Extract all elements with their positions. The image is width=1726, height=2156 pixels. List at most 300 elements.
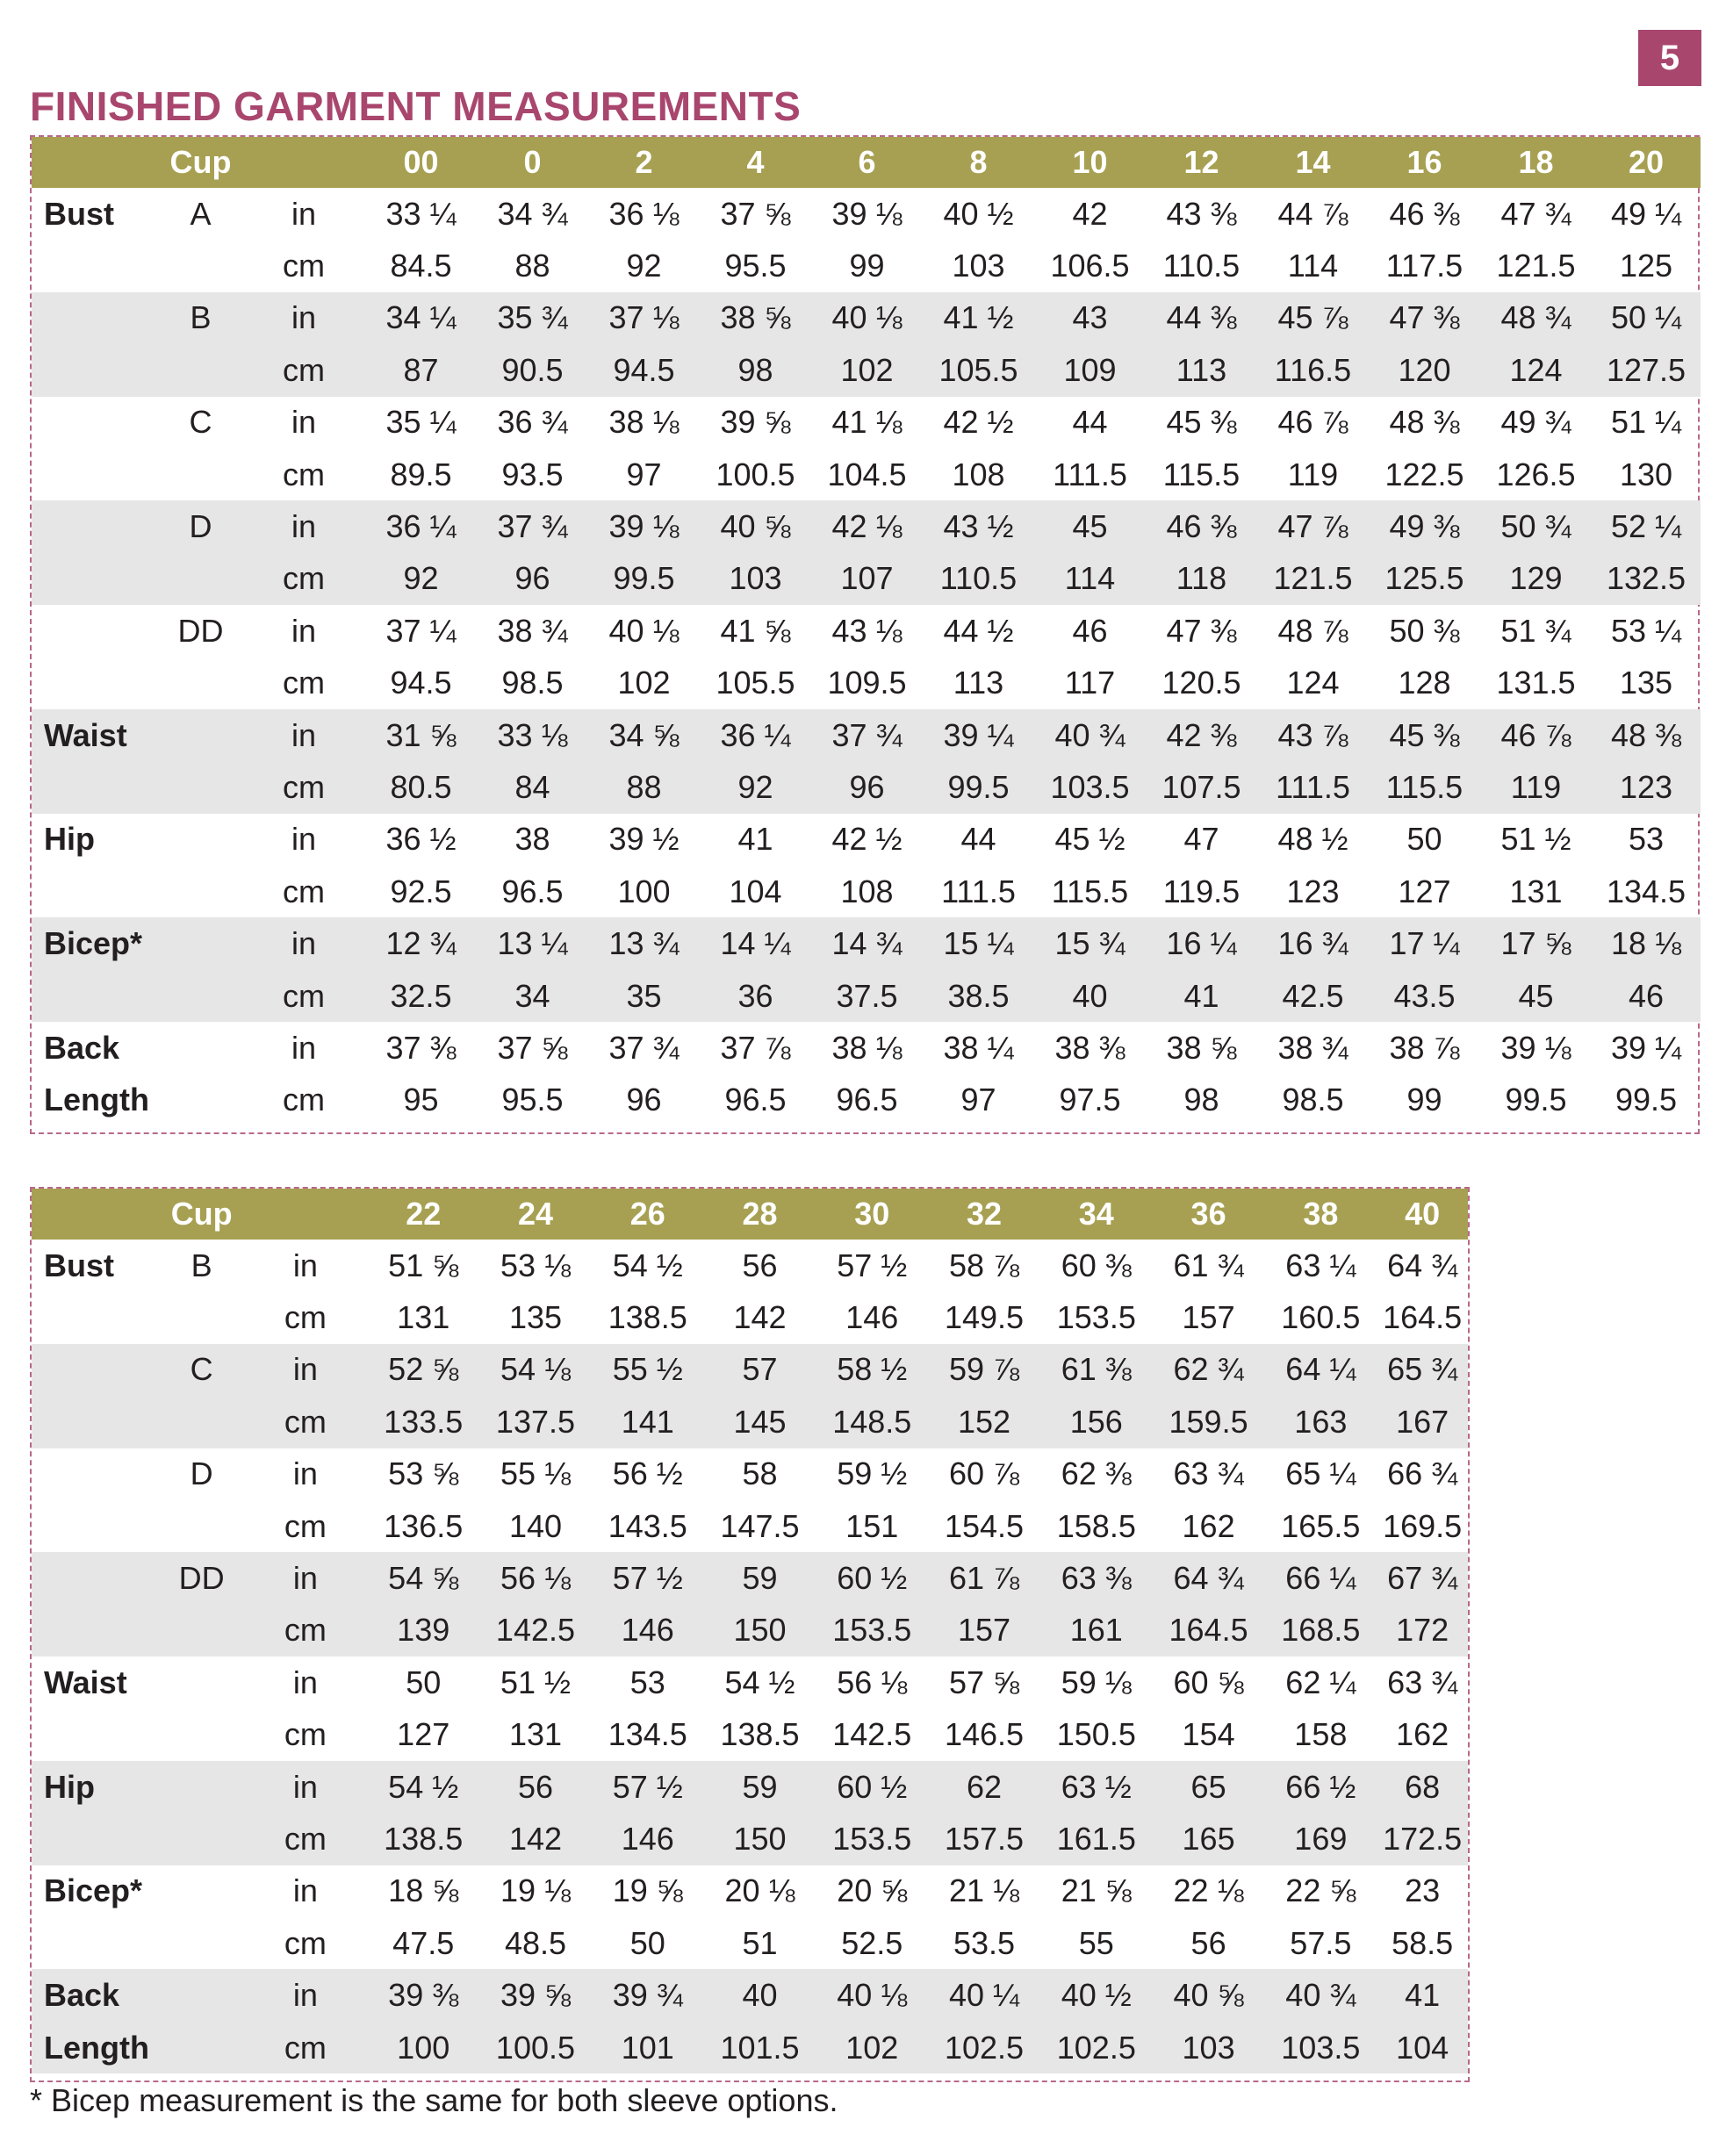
- measurement-value: 53: [1628, 821, 1665, 858]
- measurement-value: 117.5: [1385, 248, 1464, 284]
- cup-label: [160, 2022, 244, 2073]
- measurement-value: 38 ⅝: [700, 292, 811, 344]
- measurement-value: 100.5: [716, 456, 795, 492]
- measurement-value: 37 ⅝: [497, 1029, 568, 1066]
- measurement-value: 108: [952, 456, 1005, 492]
- table-row: [32, 1813, 1468, 1865]
- measurement-value: 36: [700, 970, 811, 1022]
- unit-label: cm: [284, 1924, 327, 1961]
- measurement-value: 43: [1034, 292, 1146, 344]
- measurement-value: 154: [1182, 1716, 1235, 1753]
- measurement-value: 55: [1078, 1924, 1114, 1961]
- measurement-value: 35: [588, 970, 700, 1022]
- cup-label: D: [190, 1455, 213, 1492]
- table-row: [32, 970, 1701, 1022]
- measurement-value: 34 ¾: [497, 195, 568, 232]
- measurement-value: 44 ⅜: [1146, 292, 1257, 344]
- measurement-value: 146.5: [944, 1716, 1025, 1753]
- measurement-value: 172: [1377, 1605, 1468, 1657]
- measurement-value: 22 ⅛: [1173, 1872, 1244, 1909]
- measurement-value: 165.5: [1281, 1507, 1361, 1544]
- unit-label: cm: [284, 1507, 327, 1544]
- measurement-label: [32, 397, 159, 449]
- measurement-label: Waist: [32, 709, 159, 761]
- table-row: [32, 1240, 1468, 1291]
- table-row: [32, 344, 1701, 396]
- measurement-label: Length: [44, 1082, 149, 1118]
- table-row: [32, 1344, 1468, 1396]
- measurement-value: 52 ⅝: [367, 1344, 479, 1396]
- cup-label: [159, 1022, 242, 1074]
- measurement-value: 64 ¾: [1153, 1552, 1265, 1604]
- unit-label: in: [242, 500, 365, 552]
- measurement-value: 20 ⅝: [837, 1872, 908, 1909]
- measurement-value: 111.5: [1257, 761, 1369, 813]
- cup-label: [159, 344, 242, 396]
- measurement-value: 84: [477, 761, 588, 813]
- table-row: [32, 917, 1701, 969]
- measurement-value: 54 ½: [724, 1664, 795, 1700]
- measurement-value: 38: [514, 821, 550, 858]
- measurement-value: 38.5: [923, 970, 1034, 1022]
- measurement-label: Back: [32, 1969, 160, 2021]
- measurement-value: 40 ⅝: [1153, 1969, 1265, 2021]
- measurement-label: [32, 1291, 160, 1343]
- table-row: [32, 2022, 1468, 2073]
- measurement-value: 40 ¾: [1264, 1969, 1377, 2021]
- size-header: 24: [479, 1189, 592, 1240]
- table-row: [32, 1500, 1468, 1552]
- measurement-value: 104.5: [827, 456, 907, 492]
- measurement-value: 140: [508, 1507, 563, 1544]
- cup-label: [159, 866, 242, 917]
- measurement-value: 107.5: [1146, 761, 1257, 813]
- measurement-value: 20 ⅛: [724, 1872, 795, 1909]
- cup-label: [159, 761, 242, 813]
- measurement-value: 50 ¼: [1592, 292, 1701, 344]
- measurement-value: 56: [479, 1761, 592, 1813]
- measurement-value: 162: [1396, 1716, 1449, 1753]
- measurement-value: 48 ⅜: [1389, 404, 1460, 441]
- measurement-value: 157: [928, 1605, 1040, 1657]
- cup-label: DD: [177, 612, 224, 649]
- measurement-value: 42 ⅛: [811, 500, 923, 552]
- measurement-value: 42: [1072, 195, 1108, 232]
- table-row: [32, 709, 1701, 761]
- measurement-label: Bust: [44, 195, 114, 232]
- measurement-value: 65: [1153, 1761, 1265, 1813]
- size-header: 00: [365, 137, 477, 188]
- unit-label: in: [291, 1029, 317, 1066]
- table-header: [32, 1189, 1468, 1240]
- measurement-value: 21 ⅝: [1061, 1872, 1132, 1909]
- table-row: [32, 605, 1701, 657]
- measurement-value: 45 ⅜: [1369, 709, 1480, 761]
- measurement-value: 59 ⅛: [1061, 1664, 1132, 1700]
- measurement-value: 60 ⅝: [1173, 1664, 1244, 1700]
- measurement-value: 130: [1619, 456, 1673, 492]
- measurement-value: 41 ½: [923, 292, 1034, 344]
- measurement-value: 127: [397, 1716, 450, 1753]
- measurement-value: 17 ⅝: [1480, 917, 1592, 969]
- measurement-value: 63 ¼: [1285, 1247, 1356, 1283]
- measurement-value: 142.5: [832, 1716, 912, 1753]
- measurement-value: 53 ⅝: [388, 1455, 459, 1492]
- measurement-value: 119: [1287, 456, 1339, 492]
- measurement-label: [32, 553, 159, 605]
- measurement-value: 34 ⅝: [588, 709, 700, 761]
- measurement-value: 105.5: [716, 665, 795, 701]
- measurement-value: 138.5: [720, 1716, 800, 1753]
- measurement-label: [32, 1344, 160, 1396]
- measurement-value: 92: [626, 248, 662, 284]
- measurement-value: 59 ½: [837, 1455, 908, 1492]
- measurement-value: 50 ⅜: [1389, 612, 1460, 649]
- measurement-value: 49 ¾: [1500, 404, 1571, 441]
- table-row: [32, 397, 1701, 449]
- measurement-value: 162: [1182, 1507, 1235, 1544]
- measurement-value: 48.5: [504, 1924, 567, 1961]
- measurement-value: 62 ¾: [1153, 1344, 1265, 1396]
- measurement-value: 135: [1619, 665, 1673, 701]
- measurement-value: 12 ¾: [365, 917, 477, 969]
- measurement-value: 63 ¾: [1173, 1455, 1244, 1492]
- size-header: 36: [1153, 1189, 1265, 1240]
- measurement-value: 131.5: [1496, 665, 1576, 701]
- measurement-value: 16 ¾: [1257, 917, 1369, 969]
- measurement-value: 40 ¾: [1034, 709, 1146, 761]
- measurement-value: 38 ⅞: [1389, 1029, 1460, 1066]
- measurement-value: 62 ¼: [1285, 1664, 1356, 1700]
- measurement-value: 132.5: [1592, 553, 1701, 605]
- measurement-value: 115.5: [1369, 761, 1480, 813]
- measurement-label: [32, 1448, 160, 1500]
- measurement-value: 54 ⅛: [479, 1344, 592, 1396]
- measurement-value: 43 ½: [923, 500, 1034, 552]
- cup-label: [159, 970, 242, 1022]
- measurement-value: 51 ¼: [1610, 404, 1682, 441]
- measurement-value: 150.5: [1056, 1716, 1136, 1753]
- measurement-value: 98.5: [501, 665, 564, 701]
- table-row: [32, 761, 1701, 813]
- table-row: [32, 500, 1701, 552]
- measurement-label: [32, 1813, 160, 1865]
- measurement-value: 161.5: [1040, 1813, 1153, 1865]
- cup-label: DD: [160, 1552, 244, 1604]
- measurement-value: 126.5: [1496, 456, 1576, 492]
- measurement-value: 100.5: [479, 2022, 592, 2073]
- measurement-value: 40 ½: [1040, 1969, 1153, 2021]
- measurement-value: 119.5: [1162, 873, 1241, 909]
- table-row: [32, 1917, 1468, 1969]
- measurement-value: 40 ⅝: [700, 500, 811, 552]
- unit-label: cm: [283, 1082, 325, 1118]
- measurement-value: 18 ⅝: [388, 1872, 459, 1909]
- measurement-value: 41 ⅝: [720, 612, 791, 649]
- table-row: [32, 1074, 1701, 1126]
- measurement-value: 59: [704, 1761, 816, 1813]
- measurement-value: 99.5: [923, 761, 1034, 813]
- unit-label: in: [291, 821, 317, 858]
- measurement-value: 106.5: [1050, 248, 1130, 284]
- size-header: 38: [1264, 1189, 1377, 1240]
- measurement-value: 15 ¾: [1034, 917, 1146, 969]
- measurement-value: 103.5: [1264, 2022, 1377, 2073]
- measurement-value: 42 ½: [831, 821, 903, 858]
- unit-label: in: [292, 1455, 318, 1492]
- table-row: [32, 1396, 1468, 1448]
- cup-label: [159, 449, 242, 500]
- table-row: [32, 1657, 1468, 1708]
- measurement-value: 159.5: [1153, 1396, 1265, 1448]
- unit-label: in: [242, 709, 365, 761]
- measurement-value: 146: [592, 1605, 704, 1657]
- measurement-value: 50: [629, 1924, 665, 1961]
- measurement-value: 151: [845, 1507, 899, 1544]
- header-cup-label: Cup: [159, 137, 242, 188]
- measurement-value: 37 ¾: [811, 709, 923, 761]
- measurement-value: 115.5: [1051, 873, 1129, 909]
- table-row: [32, 292, 1701, 344]
- measurement-value: 61 ¾: [1173, 1247, 1244, 1283]
- measurement-value: 160.5: [1281, 1299, 1361, 1336]
- measurement-value: 172.5: [1377, 1813, 1468, 1865]
- measurement-value: 33 ⅛: [477, 709, 588, 761]
- measurement-value: 123: [1592, 761, 1701, 813]
- measurement-value: 48 ⅞: [1277, 612, 1348, 649]
- cup-label: B: [159, 292, 242, 344]
- measurement-value: 95.5: [501, 1082, 564, 1118]
- measurement-value: 97.5: [1059, 1082, 1121, 1118]
- measurement-table-plus-sizes: [32, 1189, 1468, 2073]
- measurement-value: 100: [367, 2022, 479, 2073]
- measurement-value: 52 ¼: [1592, 500, 1701, 552]
- measurement-value: 143.5: [608, 1507, 687, 1544]
- measurement-value: 104: [729, 873, 782, 909]
- measurement-label: [32, 344, 159, 396]
- measurement-value: 51 ½: [1500, 821, 1571, 858]
- measurement-label: [32, 658, 159, 709]
- measurement-value: 41: [1146, 970, 1257, 1022]
- measurement-value: 44: [1072, 404, 1108, 441]
- header-blank-cell: [32, 137, 159, 188]
- cup-label: [160, 1969, 244, 2021]
- table-row: [32, 449, 1701, 500]
- measurement-value: 54 ½: [612, 1247, 683, 1283]
- measurement-value: 55 ½: [592, 1344, 704, 1396]
- table-row: [32, 1761, 1468, 1813]
- unit-label: in: [291, 195, 317, 232]
- measurement-label: [32, 1552, 160, 1604]
- measurement-value: 39 ⅛: [831, 195, 903, 232]
- measurement-value: 33 ¼: [385, 195, 457, 232]
- measurement-value: 37 ¾: [608, 1029, 680, 1066]
- measurement-value: 103: [700, 553, 811, 605]
- table-row: [32, 1709, 1468, 1761]
- measurement-value: 88: [514, 248, 550, 284]
- measurement-label: [32, 449, 159, 500]
- measurement-value: 22 ⅝: [1285, 1872, 1356, 1909]
- measurement-value: 101: [592, 2022, 704, 2073]
- measurement-value: 41: [737, 821, 773, 858]
- measurement-value: 56: [742, 1247, 778, 1283]
- measurement-value: 92: [365, 553, 477, 605]
- size-header: 12: [1146, 137, 1257, 188]
- measurement-value: 39 ⅛: [1500, 1029, 1571, 1066]
- measurement-value: 153.5: [1056, 1299, 1136, 1336]
- measurement-value: 84.5: [390, 248, 452, 284]
- measurement-value: 97: [960, 1082, 996, 1118]
- measurement-value: 48 ¾: [1480, 292, 1592, 344]
- measurement-value: 116.5: [1257, 344, 1369, 396]
- measurement-value: 131: [397, 1299, 450, 1336]
- size-header: 10: [1034, 137, 1146, 188]
- measurement-value: 53: [629, 1664, 665, 1700]
- measurement-value: 98.5: [1282, 1082, 1344, 1118]
- measurement-value: 157.5: [928, 1813, 1040, 1865]
- unit-label: cm: [242, 761, 365, 813]
- measurement-value: 92.5: [390, 873, 452, 909]
- measurement-value: 142: [479, 1813, 592, 1865]
- measurement-value: 57: [704, 1344, 816, 1396]
- measurement-value: 115.5: [1162, 456, 1241, 492]
- unit-label: in: [242, 292, 365, 344]
- measurement-value: 129: [1480, 553, 1592, 605]
- measurement-value: 55 ⅛: [500, 1455, 572, 1492]
- unit-label: in: [292, 1872, 318, 1909]
- measurement-value: 38 ⅛: [831, 1029, 903, 1066]
- measurement-value: 96.5: [724, 1082, 787, 1118]
- cup-label: [160, 1657, 244, 1708]
- size-header: 14: [1257, 137, 1369, 188]
- measurement-value: 40: [1034, 970, 1146, 1022]
- measurement-value: 110.5: [1162, 248, 1241, 284]
- measurement-label: Hip: [32, 1761, 160, 1813]
- measurement-value: 56 ½: [612, 1455, 683, 1492]
- table-row: [32, 553, 1701, 605]
- measurement-value: 38 ⅜: [1054, 1029, 1125, 1066]
- measurement-value: 87: [365, 344, 477, 396]
- measurement-value: 135: [508, 1299, 563, 1336]
- measurement-value: 39 ⅜: [367, 1969, 479, 2021]
- measurement-value: 48 ⅜: [1592, 709, 1701, 761]
- measurement-value: 95.5: [724, 248, 787, 284]
- measurement-value: 114: [1034, 553, 1146, 605]
- measurement-value: 102: [811, 344, 923, 396]
- measurement-value: 156: [1040, 1396, 1153, 1448]
- cup-label: [160, 1865, 244, 1917]
- measurement-value: 40 ⅛: [816, 1969, 928, 2021]
- unit-label: cm: [283, 873, 325, 909]
- measurement-value: 42 ⅜: [1146, 709, 1257, 761]
- measurement-value: 38 ¾: [497, 612, 568, 649]
- measurement-value: 105.5: [923, 344, 1034, 396]
- measurement-value: 58: [742, 1455, 778, 1492]
- measurement-value: 63 ¾: [1387, 1664, 1458, 1700]
- measurement-value: 39 ⅛: [588, 500, 700, 552]
- measurement-value: 123: [1286, 873, 1340, 909]
- measurement-value: 95: [403, 1082, 439, 1118]
- measurement-value: 99.5: [588, 553, 700, 605]
- measurement-label: [32, 761, 159, 813]
- measurement-value: 146: [845, 1299, 899, 1336]
- measurement-value: 138.5: [367, 1813, 479, 1865]
- unit-label: in: [243, 1969, 367, 2021]
- measurement-value: 161: [1040, 1605, 1153, 1657]
- measurement-value: 46 ⅞: [1277, 404, 1348, 441]
- measurement-value: 14 ¾: [811, 917, 923, 969]
- size-header: 34: [1040, 1189, 1153, 1240]
- unit-label: cm: [284, 1299, 327, 1336]
- measurement-value: 36 ¼: [365, 500, 477, 552]
- cup-label: [159, 658, 242, 709]
- measurement-value: 67 ¾: [1377, 1552, 1468, 1604]
- size-header: 40: [1377, 1189, 1468, 1240]
- measurement-value: 100: [617, 873, 671, 909]
- page-title: FINISHED GARMENT MEASUREMENTS: [30, 83, 802, 129]
- measurement-value: 98: [1183, 1082, 1219, 1118]
- cup-label: [159, 240, 242, 291]
- measurement-value: 165: [1153, 1813, 1265, 1865]
- measurement-value: 102: [617, 665, 671, 701]
- measurement-label: [32, 1500, 160, 1552]
- measurement-value: 36 ½: [385, 821, 457, 858]
- measurement-label: Back: [44, 1029, 120, 1066]
- measurement-value: 53 ⅛: [500, 1247, 572, 1283]
- measurement-value: 96: [626, 1082, 662, 1118]
- measurement-value: 158: [1294, 1716, 1348, 1753]
- unit-label: cm: [242, 344, 365, 396]
- measurement-value: 13 ¾: [588, 917, 700, 969]
- measurement-label: Length: [32, 2022, 160, 2073]
- cup-label: [160, 1500, 244, 1552]
- measurement-value: 21 ⅛: [949, 1872, 1020, 1909]
- measurement-label: [32, 292, 159, 344]
- measurement-label: Bicep*: [32, 917, 159, 969]
- measurement-value: 38 ¼: [943, 1029, 1014, 1066]
- table-row: [32, 814, 1701, 866]
- size-header: 16: [1369, 137, 1480, 188]
- measurement-value: 139: [367, 1605, 479, 1657]
- measurement-value: 35 ¼: [385, 404, 457, 441]
- measurement-value: 40 ⅛: [811, 292, 923, 344]
- unit-label: cm: [243, 1605, 367, 1657]
- measurement-value: 164.5: [1153, 1605, 1265, 1657]
- measurement-value: 99.5: [1505, 1082, 1567, 1118]
- measurement-value: 37.5: [811, 970, 923, 1022]
- measurement-value: 66 ¾: [1387, 1455, 1458, 1492]
- measurement-value: 42.5: [1257, 970, 1369, 1022]
- measurement-value: 103.5: [1034, 761, 1146, 813]
- measurement-value: 66 ½: [1264, 1761, 1377, 1813]
- measurement-value: 58 ½: [816, 1344, 928, 1396]
- measurement-value: 153.5: [816, 1605, 928, 1657]
- measurement-value: 47 ⅞: [1257, 500, 1369, 552]
- measurement-value: 66 ¼: [1264, 1552, 1377, 1604]
- cup-label: [160, 1917, 244, 1969]
- size-header: 20: [1592, 137, 1701, 188]
- measurement-value: 39 ⅝: [479, 1969, 592, 2021]
- measurement-value: 41: [1377, 1969, 1468, 2021]
- header-blank-cell: [242, 137, 365, 188]
- measurement-table-2-frame: [30, 1187, 1470, 2082]
- measurement-value: 54 ½: [367, 1761, 479, 1813]
- measurement-value: 48 ½: [1277, 821, 1348, 858]
- measurement-value: 58.5: [1392, 1924, 1454, 1961]
- measurement-value: 120: [1369, 344, 1480, 396]
- header-cup-label: Cup: [160, 1189, 244, 1240]
- measurement-value: 15 ¼: [923, 917, 1034, 969]
